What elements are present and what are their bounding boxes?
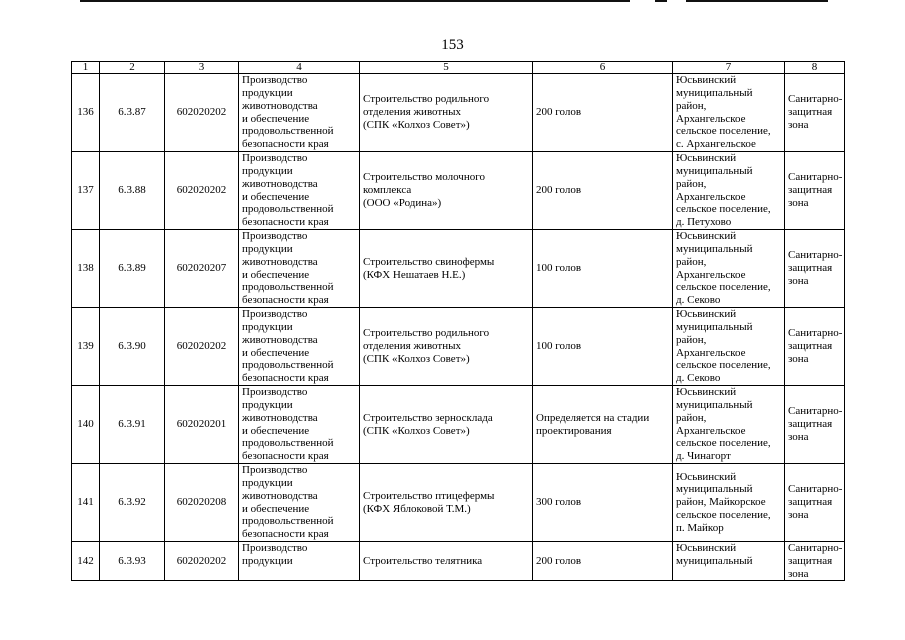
column-number-row <box>72 62 845 74</box>
location-cell: Юсьвинский муниципальный район, Архангельское сельское поселение, д. Секово <box>673 308 785 386</box>
location-cell: Юсьвинский муниципальный район, Архангельское сельское поселение, с. Архангельское <box>673 74 785 152</box>
row-number-cell: 137 <box>72 152 100 230</box>
code-cell: 6.3.90 <box>100 308 165 386</box>
code-cell: 6.3.87 <box>100 74 165 152</box>
object-cell: Строительство телятника <box>360 542 533 581</box>
id-cell: 602020202 <box>165 542 239 581</box>
code-cell: 6.3.88 <box>100 152 165 230</box>
object-cell: Строительство зерносклада (СПК «Колхоз Совет») <box>360 386 533 464</box>
capacity-cell: 200 голов <box>533 74 673 152</box>
table-row <box>72 464 845 542</box>
capacity-cell: 100 голов <box>533 230 673 308</box>
zone-cell: Санитарно- защитная зона <box>785 542 845 581</box>
object-cell: Строительство птицефермы (КФХ Яблоковой Т.М.) <box>360 464 533 542</box>
location-cell: Юсьвинский муниципальный район, Архангельское сельское поселение, д. Секово <box>673 230 785 308</box>
column-number: 1 <box>72 62 100 74</box>
top-edge-rule <box>686 0 828 2</box>
purpose-cell: Производство продукции животноводства и обеспечение продовольственной безопасности края <box>239 230 360 308</box>
row-number-cell: 136 <box>72 74 100 152</box>
register-table <box>71 61 845 581</box>
column-number: 7 <box>673 62 785 74</box>
purpose-cell: Производство продукции животноводства и обеспечение продовольственной безопасности края <box>239 464 360 542</box>
id-cell: 602020201 <box>165 386 239 464</box>
table-row <box>72 152 845 230</box>
column-number: 2 <box>100 62 165 74</box>
table-row <box>72 386 845 464</box>
code-cell: 6.3.93 <box>100 542 165 581</box>
table-row <box>72 308 845 386</box>
code-cell: 6.3.91 <box>100 386 165 464</box>
id-cell: 602020202 <box>165 152 239 230</box>
id-cell: 602020208 <box>165 464 239 542</box>
object-cell: Строительство родильного отделения животных (СПК «Колхоз Совет») <box>360 308 533 386</box>
capacity-cell: 300 голов <box>533 464 673 542</box>
column-number: 4 <box>239 62 360 74</box>
object-cell: Строительство родильного отделения животных (СПК «Колхоз Совет») <box>360 74 533 152</box>
top-edge-rule <box>80 0 630 2</box>
capacity-cell: Определяется на стадии проектирования <box>533 386 673 464</box>
column-number: 5 <box>360 62 533 74</box>
purpose-cell: Производство продукции животноводства и обеспечение продовольственной безопасности края <box>239 152 360 230</box>
table-row <box>72 542 845 581</box>
id-cell: 602020207 <box>165 230 239 308</box>
location-cell: Юсьвинский муниципальный район, Майкорское сельское поселение, п. Майкор <box>673 464 785 542</box>
purpose-cell: Производство продукции <box>239 542 360 581</box>
table-row <box>72 74 845 152</box>
column-number: 6 <box>533 62 673 74</box>
capacity-cell: 200 голов <box>533 152 673 230</box>
location-cell: Юсьвинский муниципальный <box>673 542 785 581</box>
page-number: 153 <box>441 37 464 53</box>
object-cell: Строительство молочного комплекса (ООО «Родина») <box>360 152 533 230</box>
zone-cell: Санитарно- защитная зона <box>785 308 845 386</box>
row-number-cell: 141 <box>72 464 100 542</box>
purpose-cell: Производство продукции животноводства и обеспечение продовольственной безопасности края <box>239 386 360 464</box>
capacity-cell: 100 голов <box>533 308 673 386</box>
zone-cell: Санитарно- защитная зона <box>785 74 845 152</box>
purpose-cell: Производство продукции животноводства и обеспечение продовольственной безопасности края <box>239 308 360 386</box>
capacity-cell: 200 голов <box>533 542 673 581</box>
purpose-cell: Производство продукции животноводства и обеспечение продовольственной безопасности края <box>239 74 360 152</box>
location-cell: Юсьвинский муниципальный район, Архангельское сельское поселение, д. Петухово <box>673 152 785 230</box>
location-cell: Юсьвинский муниципальный район, Архангельское сельское поселение, д. Чинагорт <box>673 386 785 464</box>
zone-cell: Санитарно- защитная зона <box>785 230 845 308</box>
row-number-cell: 142 <box>72 542 100 581</box>
code-cell: 6.3.92 <box>100 464 165 542</box>
top-edge-rule <box>655 0 667 2</box>
code-cell: 6.3.89 <box>100 230 165 308</box>
zone-cell: Санитарно- защитная зона <box>785 386 845 464</box>
row-number-cell: 140 <box>72 386 100 464</box>
row-number-cell: 139 <box>72 308 100 386</box>
table-row <box>72 230 845 308</box>
id-cell: 602020202 <box>165 74 239 152</box>
object-cell: Строительство свинофермы (КФХ Нешатаев Н.Е.) <box>360 230 533 308</box>
column-number: 8 <box>785 62 845 74</box>
id-cell: 602020202 <box>165 308 239 386</box>
row-number-cell: 138 <box>72 230 100 308</box>
column-number: 3 <box>165 62 239 74</box>
zone-cell: Санитарно- защитная зона <box>785 152 845 230</box>
zone-cell: Санитарно- защитная зона <box>785 464 845 542</box>
